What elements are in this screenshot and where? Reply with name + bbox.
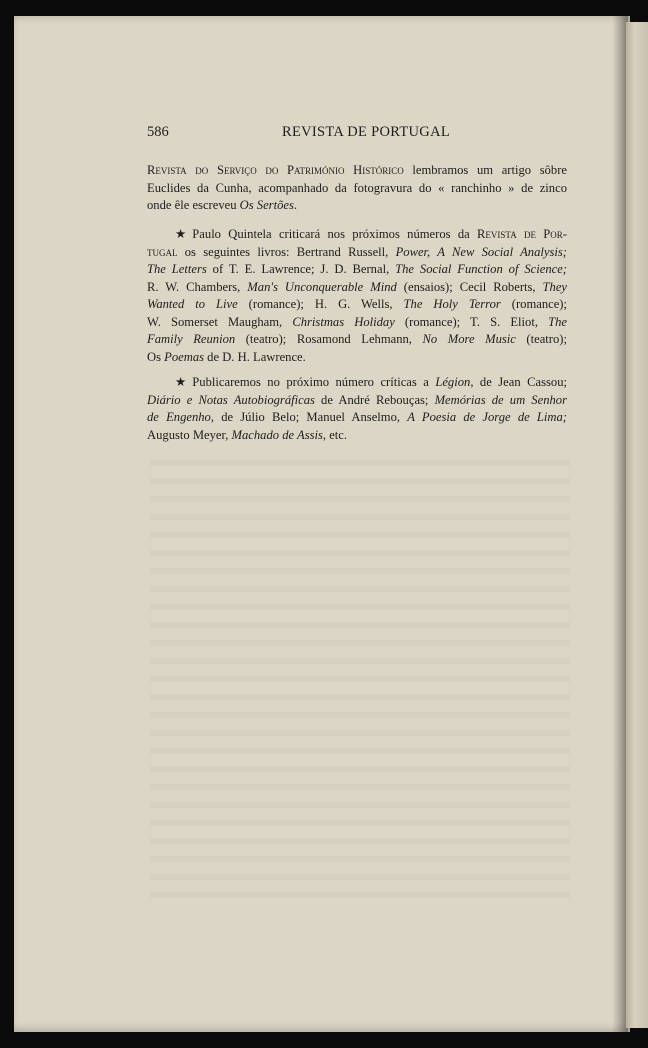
- running-head: [147, 124, 567, 144]
- next-page-edge: [626, 22, 648, 1028]
- text-line: onde êle escreveu Os Sertões.: [147, 198, 298, 212]
- star-icon: ★: [175, 227, 187, 241]
- text-line: ★ Publicaremos no próximo número críticas a Légion, de Jean Cassou;: [147, 374, 567, 392]
- paragraph-revista-servico: [147, 162, 567, 215]
- text-line: Revista do Serviço do Património Histórico lembramos um artigo sôbre: [147, 163, 567, 177]
- text-line: Augusto Meyer, Machado de Assis, etc.: [147, 427, 348, 442]
- text-line: W. Somerset Maugham, Christmas Holiday (romance); T. S. Eliot, The: [147, 314, 568, 329]
- journal-title: REVISTA DE PORTUGAL: [282, 124, 451, 140]
- text-line: Diário e Notas Autobiográficas de André Rebouças; Memórias de um Senhor: [147, 392, 567, 407]
- text-line: Family Reunion (teatro); Rosamond Lehmann, No More Music (teatro);: [147, 332, 567, 346]
- page-number: 586: [147, 124, 169, 140]
- show-through-text: [150, 460, 570, 900]
- text-line: de Engenho, de Júlio Belo; Manuel Anselmo, A Poesia de Jorge de Lima;: [147, 410, 567, 424]
- text-line: Os Poemas de D. H. Lawrence.: [147, 349, 306, 364]
- text-line: ★ Paulo Quintela criticará nos próximos números da Revista de Por-: [147, 226, 567, 244]
- text-line: Euclides da Cunha, acompanhado da fotogravura do « ranchinho » de zinco: [147, 180, 567, 195]
- text-line: tugal os seguintes livros: Bertrand Russell, Power, A New Social Analysis;: [147, 244, 567, 259]
- paragraph-publicaremos: [147, 374, 567, 444]
- text-line: The Letters of T. E. Lawrence; J. D. Bernal, The Social Function of Science;: [147, 262, 567, 276]
- text-line: R. W. Chambers, Man's Unconquerable Mind (ensaios); Cecil Roberts, They: [147, 279, 568, 294]
- paragraph-paulo-quintela: [147, 226, 567, 366]
- text-line: Wanted to Live (romance); H. G. Wells, The Holy Terror (romance);: [147, 297, 567, 311]
- star-icon: ★: [175, 375, 187, 389]
